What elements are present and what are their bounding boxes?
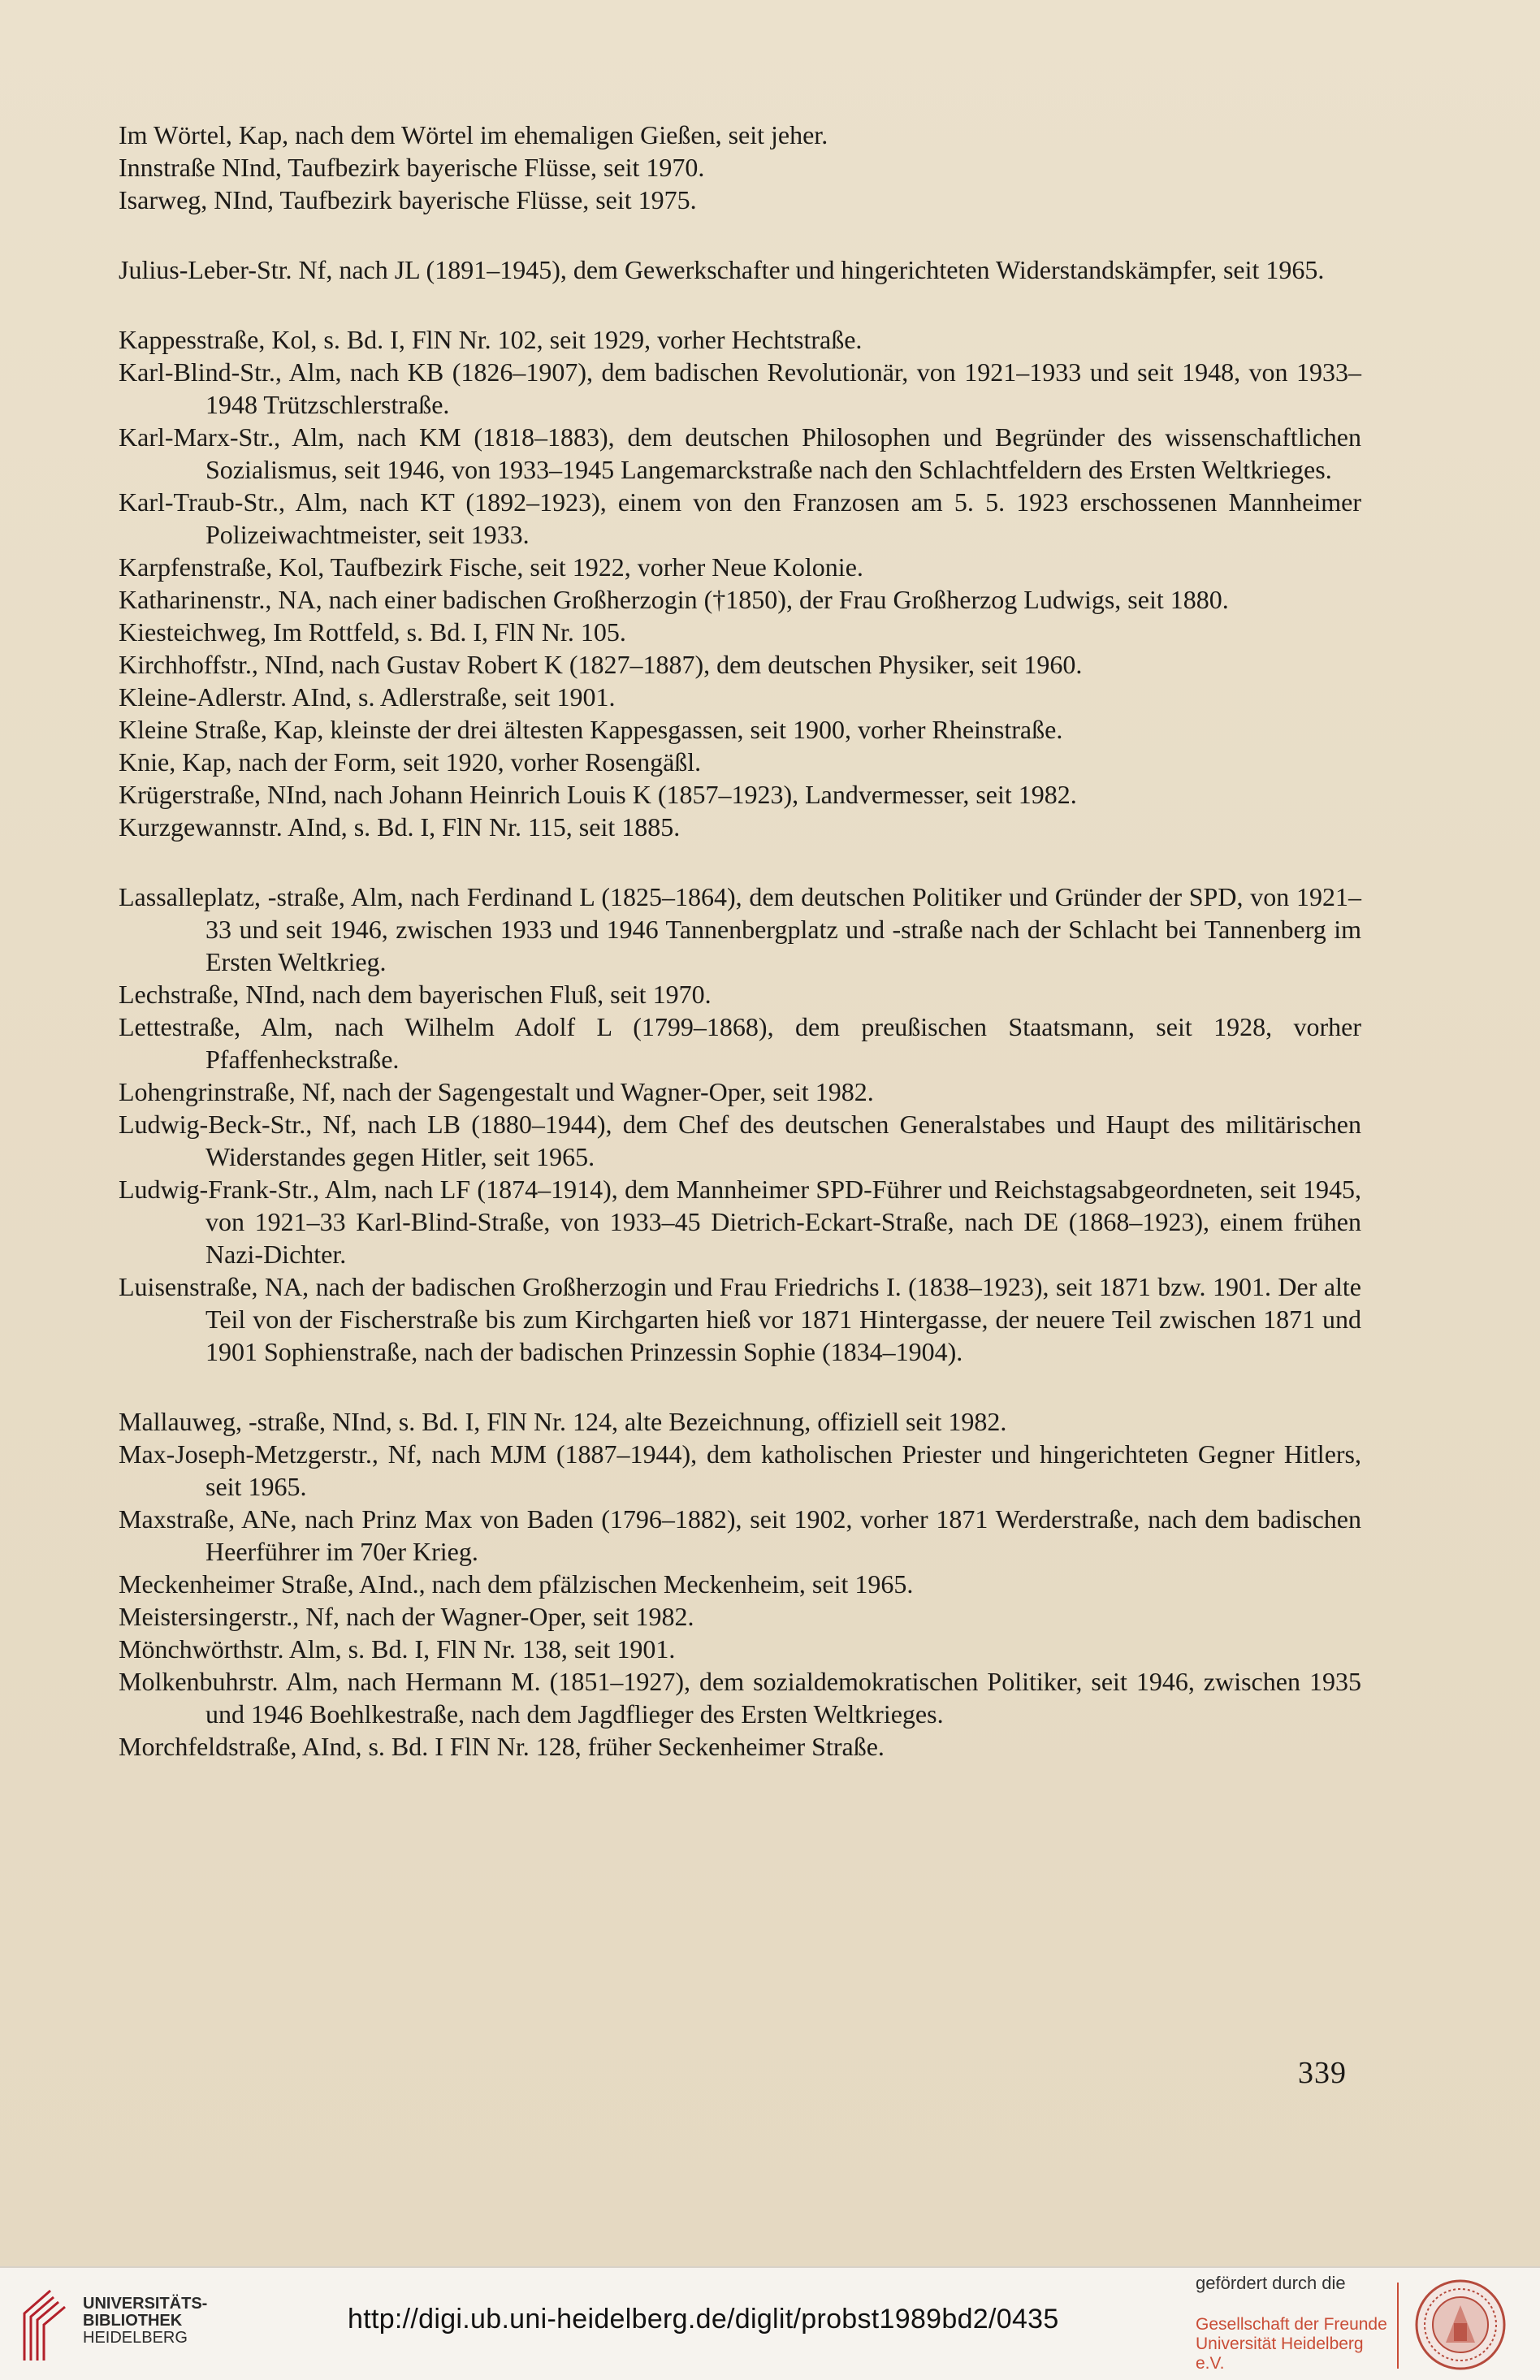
list-entry: Meistersingerstr., Nf, nach der Wagner-Oper, seit 1982. bbox=[119, 1602, 694, 1631]
list-entry: Im Wörtel, Kap, nach dem Wörtel im ehemaligen Gießen, seit jeher. bbox=[119, 120, 828, 149]
list-entry: Katharinenstr., NA, nach einer badischen Großherzogin (†1850), der Frau Großherzog Ludwigs, seit 1880. bbox=[119, 585, 1229, 614]
list-entry: Kleine Straße, Kap, kleinste der drei ältesten Kappesgassen, seit 1900, vorher Rheinstraße. bbox=[119, 715, 1063, 744]
list-entry: Luisenstraße, NA, nach der badischen Großherzogin und Frau Friedrichs I. (1838–1923), seit 1871 bzw. 1901. Der alte Teil von der Fischerstraße bis zum Kirchgarten hieß vor 1871 Hintergasse, der neuere Teil zwischen 1871 und 1901 Sophienstraße, nach der badischen Prinzessin Sophie (1834–1904). bbox=[119, 1272, 1361, 1366]
list-entry: Krügerstraße, NInd, nach Johann Heinrich Louis K (1857–1923), Landvermesser, seit 1982. bbox=[119, 780, 1077, 809]
footer-divider bbox=[1397, 2283, 1399, 2369]
library-logo-icon[interactable] bbox=[18, 2286, 76, 2364]
library-name[interactable] bbox=[83, 2296, 207, 2347]
list-entry: Maxstraße, ANe, nach Prinz Max von Baden (1796–1882), seit 1902, vorher 1871 Werderstraße, nach dem badischen Heerführer im 70er Krieg. bbox=[119, 1504, 1361, 1566]
list-entry: Morchfeldstraße, AInd, s. Bd. I FlN Nr. 128, früher Seckenheimer Straße. bbox=[119, 1732, 885, 1761]
entry-group-l bbox=[119, 881, 1361, 1368]
library-name-line: HEIDELBERG bbox=[83, 2329, 188, 2347]
list-entry: Karpfenstraße, Kol, Taufbezirk Fische, seit 1922, vorher Neue Kolonie. bbox=[119, 552, 863, 582]
sponsor-name-line: Universität Heidelberg e.V. bbox=[1196, 2335, 1364, 2373]
list-entry: Ludwig-Frank-Str., Alm, nach LF (1874–1914), dem Mannheimer SPD-Führer und Reichstagsabgeordneten, seit 1945, von 1921–33 Karl-Blind-Straße, von 1933–45 Dietrich-Eckart-Straße, nach DE (1868–1923), einem frühen Nazi-Dichter. bbox=[119, 1175, 1361, 1269]
list-entry: Molkenbuhrstr. Alm, nach Hermann M. (1851–1927), dem sozialdemokratischen Politiker, seit 1946, zwischen 1935 und 1946 Boehlkestraße, nach dem Jagdflieger des Ersten Weltkrieges. bbox=[119, 1667, 1361, 1729]
list-entry: Isarweg, NInd, Taufbezirk bayerische Flüsse, seit 1975. bbox=[119, 185, 697, 214]
library-name-line: UNIVERSITÄTS- bbox=[83, 2295, 208, 2313]
list-entry: Karl-Blind-Str., Alm, nach KB (1826–1907), dem badischen Revolutionär, von 1921–1933 und seit 1948, von 1933–1948 Trützschlerstraße. bbox=[119, 357, 1361, 419]
entry-group-m bbox=[119, 1405, 1361, 1763]
list-entry: Lohengrinstraße, Nf, nach der Sagengestalt und Wagner-Oper, seit 1982. bbox=[119, 1077, 874, 1106]
list-entry: Knie, Kap, nach der Form, seit 1920, vorher Rosengäßl. bbox=[119, 747, 702, 777]
list-entry: Kappesstraße, Kol, s. Bd. I, FlN Nr. 102, seit 1929, vorher Hechtstraße. bbox=[119, 325, 863, 354]
list-entry: Mönchwörthstr. Alm, s. Bd. I, FlN Nr. 138, seit 1901. bbox=[119, 1634, 676, 1664]
university-seal-icon[interactable] bbox=[1413, 2278, 1508, 2372]
sponsor-intro: gefördert durch die bbox=[1196, 2273, 1346, 2293]
list-entry: Mallauweg, -straße, NInd, s. Bd. I, FlN Nr. 124, alte Bezeichnung, offiziell seit 1982. bbox=[119, 1407, 1007, 1436]
list-entry: Lassalleplatz, -straße, Alm, nach Ferdinand L (1825–1864), dem deutschen Politiker und Gründer der SPD, von 1921–33 und seit 1946, zwischen 1933 und 1946 Tannenbergplatz und -straße nach der Schlacht bei Tannenberg im Ersten Weltkrieg. bbox=[119, 882, 1361, 976]
list-entry: Kleine-Adlerstr. AInd, s. Adlerstraße, seit 1901. bbox=[119, 682, 616, 712]
list-entry: Ludwig-Beck-Str., Nf, nach LB (1880–1944), dem Chef des deutschen Generalstabes und Haupt des militärischen Widerstandes gegen Hitler, seit 1965. bbox=[119, 1110, 1361, 1171]
list-entry: Kurzgewannstr. AInd, s. Bd. I, FlN Nr. 115, seit 1885. bbox=[119, 812, 681, 842]
entry-group-i bbox=[119, 119, 1361, 216]
list-entry: Lettestraße, Alm, nach Wilhelm Adolf L (1799–1868), dem preußischen Staatsmann, seit 1928, vorher Pfaffenheckstraße. bbox=[119, 1012, 1361, 1074]
list-entry: Karl-Marx-Str., Alm, nach KM (1818–1883), dem deutschen Philosophen und Begründer des wissenschaftlichen Sozialismus, seit 1946, von 1933–1945 Langemarckstraße nach den Schlachtfeldern des Ersten Weltkrieges. bbox=[119, 422, 1361, 484]
list-entry: Max-Joseph-Metzgerstr., Nf, nach MJM (1887–1944), dem katholischen Priester und hingerichteten Gegner Hitlers, seit 1965. bbox=[119, 1439, 1361, 1501]
sponsor-block[interactable] bbox=[1196, 2273, 1391, 2374]
sponsor-name-line: Gesellschaft der Freunde bbox=[1196, 2315, 1387, 2334]
footer-bar bbox=[0, 2266, 1540, 2380]
list-entry: Lechstraße, NInd, nach dem bayerischen Fluß, seit 1970. bbox=[119, 980, 712, 1009]
document-url-link[interactable]: http://digi.ub.uni-heidelberg.de/diglit/probst1989bd2/0435 bbox=[348, 2304, 1059, 2335]
entry-group-j bbox=[119, 253, 1361, 286]
entry-group-k bbox=[119, 323, 1361, 843]
list-entry: Karl-Traub-Str., Alm, nach KT (1892–1923), einem von den Franzosen am 5. 5. 1923 erschossenen Mannheimer Polizeiwachtmeister, seit 1933. bbox=[119, 487, 1361, 549]
list-entry: Julius-Leber-Str. Nf, nach JL (1891–1945), dem Gewerkschafter und hingerichteten Widerstandskämpfer, seit 1965. bbox=[119, 255, 1325, 284]
list-entry: Innstraße NInd, Taufbezirk bayerische Flüsse, seit 1970. bbox=[119, 153, 705, 182]
list-entry: Kiesteichweg, Im Rottfeld, s. Bd. I, FlN Nr. 105. bbox=[119, 617, 626, 647]
library-name-line: BIBLIOTHEK bbox=[83, 2312, 183, 2330]
list-entry: Kirchhoffstr., NInd, nach Gustav Robert K (1827–1887), dem deutschen Physiker, seit 1960. bbox=[119, 650, 1083, 679]
list-entry: Meckenheimer Straße, AInd., nach dem pfälzischen Meckenheim, seit 1965. bbox=[119, 1569, 914, 1599]
street-name-list bbox=[119, 119, 1361, 1800]
page-number: 339 bbox=[1298, 2056, 1347, 2090]
